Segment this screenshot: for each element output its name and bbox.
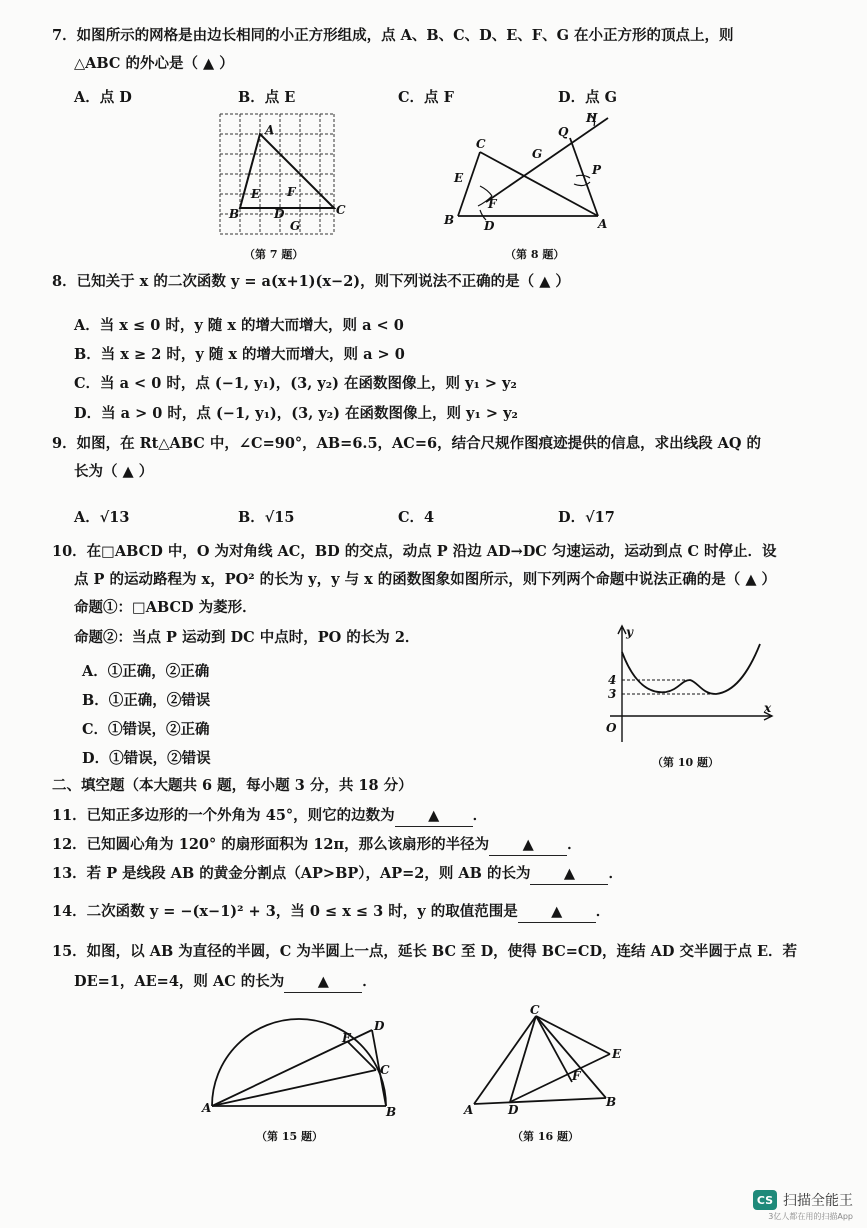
q7-option-d: D．点 G xyxy=(558,89,618,106)
q15-end: ． xyxy=(362,973,377,990)
q11-end: ． xyxy=(472,807,488,824)
q15-label-c: C xyxy=(380,1063,390,1077)
q15-stem-line1: 15．如图，以 AB 为直径的半圆，C 为半圆上一点，延长 BC 至 D，使得 BC=CD，连结 AD 交半圆于点 E．若 xyxy=(52,943,798,960)
q7-label-e: E xyxy=(251,187,261,201)
scanner-watermark xyxy=(753,1190,853,1222)
q15-label-d: D xyxy=(374,1019,385,1033)
q14-text: 14．二次函数 y = −(x−1)² + 3，当 0 ≤ x ≤ 3 时，y 的取值范围是 xyxy=(52,903,518,920)
q13-answer-blank: ▲ xyxy=(530,864,608,885)
q10-proposition-1: 命题①：□ABCD 为菱形． xyxy=(74,599,257,616)
q12-end: ． xyxy=(567,836,582,853)
q7-label-c: C xyxy=(336,203,346,217)
q15-label-e: E xyxy=(342,1031,352,1045)
q14-answer-blank: ▲ xyxy=(518,902,596,923)
q15-caption: （第 15 题） xyxy=(256,1130,323,1143)
q14-line xyxy=(52,902,610,923)
q12-line xyxy=(52,835,582,856)
q7-label-b: B xyxy=(229,207,240,221)
watermark-tagline: 3亿人都在用的扫描App xyxy=(768,1212,853,1221)
q16-label-c: C xyxy=(530,1003,540,1017)
q8-figure xyxy=(440,110,620,235)
q10-option-a: A．①正确，②正确 xyxy=(82,663,210,680)
q8-label-e: E xyxy=(454,171,464,185)
q12-text: 12．已知圆心角为 120° 的扇形面积为 12π，那么该扇形的半径为 xyxy=(52,836,490,853)
q10-proposition-2: 命题②：当点 P 运动到 DC 中点时，PO 的长为 2． xyxy=(74,629,420,646)
q7-label-d: D xyxy=(274,207,285,221)
q15-text: DE=1，AE=4，则 AC 的长为 xyxy=(74,973,285,990)
q10-option-d: D．①错误，②错误 xyxy=(82,750,211,767)
q16-label-f: F xyxy=(572,1069,581,1083)
q7-label-g: G xyxy=(290,219,301,233)
q8-option-a: A．当 x ≤ 0 时，y 随 x 的增大而增大，则 a < 0 xyxy=(74,317,404,334)
q9-option-d: D．√17 xyxy=(558,509,615,526)
q14-end: ． xyxy=(595,903,611,920)
q11-text: 11．已知正多边形的一个外角为 45°，则它的边数为 xyxy=(52,807,395,824)
q10-option-c: C．①错误，②正确 xyxy=(82,721,210,738)
q10-stem-line1: 10．在□ABCD 中，O 为对角线 AC，BD 的交点，动点 P 沿边 AD→DC 匀速运动，运动到点 C 时停止．设 xyxy=(52,543,777,560)
q7-grid-figure xyxy=(210,108,360,238)
q10-graph-x-label: x xyxy=(764,701,772,715)
q8-label-h: H xyxy=(586,111,598,125)
q9-option-c: C．4 xyxy=(398,509,435,526)
q9-option-b: B．√15 xyxy=(238,509,295,526)
q15-answer-blank: ▲ xyxy=(284,972,362,993)
q8-label-q: Q xyxy=(558,125,569,139)
q8-label-g: G xyxy=(532,147,543,161)
q7-stem-line2: △ABC 的外心是（ ▲ ） xyxy=(74,55,234,72)
q16-label-d: D xyxy=(508,1103,519,1117)
q10-graph-tick-3: 3 xyxy=(608,687,617,701)
q9-stem-line2: 长为（ ▲ ） xyxy=(74,463,154,480)
q8-option-b: B．当 x ≥ 2 时，y 随 x 的增大而增大，则 a > 0 xyxy=(74,346,405,363)
q8-option-c: C．当 a < 0 时，点 (−1, y₁)，(3, y₂) 在函数图像上，则 y₁ > y₂ xyxy=(74,375,517,392)
q9-option-a: A．√13 xyxy=(74,509,130,526)
q15-figure xyxy=(200,1010,400,1120)
q7-caption: （第 7 题） xyxy=(244,248,304,261)
q7-stem-line1: 7．如图所示的网格是由边长相同的小正方形组成，点 A、B、C、D、E、F、G 在小正方形的顶点上，则 xyxy=(52,27,734,44)
q8-stem: 8．已知关于 x 的二次函数 y = a(x+1)(x−2)，则下列说法不正确的是（ ▲ ） xyxy=(52,273,570,290)
q13-text: 13．若 P 是线段 AB 的黄金分割点（AP>BP），AP=2，则 AB 的长为 xyxy=(52,865,531,882)
q8-option-d: D．当 a > 0 时，点 (−1, y₁)，(3, y₂) 在函数图像上，则 y₁ > y₂ xyxy=(74,405,518,422)
camscanner-logo-icon: CS xyxy=(753,1190,777,1210)
q10-graph-figure xyxy=(600,622,780,748)
q15-label-a: A xyxy=(202,1101,212,1115)
q10-graph-y-label: y xyxy=(626,625,633,639)
watermark-app-name: 扫描全能王 xyxy=(783,1193,853,1209)
q16-label-e: E xyxy=(612,1047,622,1061)
q16-figure xyxy=(460,1003,630,1117)
q9-stem-line1: 9．如图，在 Rt△ABC 中，∠C=90°，AB=6.5，AC=6，结合尺规作图痕迹提供的信息，求出线段 AQ 的 xyxy=(52,435,762,452)
q10-graph-origin: O xyxy=(606,721,617,735)
q11-line xyxy=(52,806,487,827)
q10-stem-line2: 点 P 的运动路程为 x，PO² 的长为 y，y 与 x 的函数图象如图所示，则下列两个命题中说法正确的是（ ▲ ） xyxy=(74,571,777,588)
q7-label-f: F xyxy=(287,185,296,199)
q8-caption: （第 8 题） xyxy=(505,248,565,261)
q13-end: ． xyxy=(608,865,623,882)
q16-label-a: A xyxy=(464,1103,474,1117)
q15-label-b: B xyxy=(386,1105,397,1119)
q7-label-a: A xyxy=(265,123,275,137)
q8-label-b: B xyxy=(444,213,455,227)
q12-answer-blank: ▲ xyxy=(489,835,567,856)
q8-label-a: A xyxy=(598,217,608,231)
q8-label-p: P xyxy=(592,163,602,177)
q16-caption: （第 16 题） xyxy=(512,1130,579,1143)
q10-option-b: B．①正确，②错误 xyxy=(82,692,211,709)
q10-graph-tick-4: 4 xyxy=(608,673,617,687)
q10-caption: （第 10 题） xyxy=(652,756,719,769)
q8-label-f: F xyxy=(488,197,497,211)
q8-label-d: D xyxy=(484,219,495,233)
q7-option-a: A．点 D xyxy=(74,89,132,106)
section2-title: 二、填空题（本大题共 6 题，每小题 3 分，共 18 分） xyxy=(52,777,413,794)
q8-label-c: C xyxy=(476,137,486,151)
q7-option-b: B．点 E xyxy=(238,89,296,106)
q16-label-b: B xyxy=(606,1095,617,1109)
q11-answer-blank: ▲ xyxy=(395,806,473,827)
q13-line xyxy=(52,864,623,885)
q7-option-c: C．点 F xyxy=(398,89,454,106)
q15-line2 xyxy=(74,972,377,993)
